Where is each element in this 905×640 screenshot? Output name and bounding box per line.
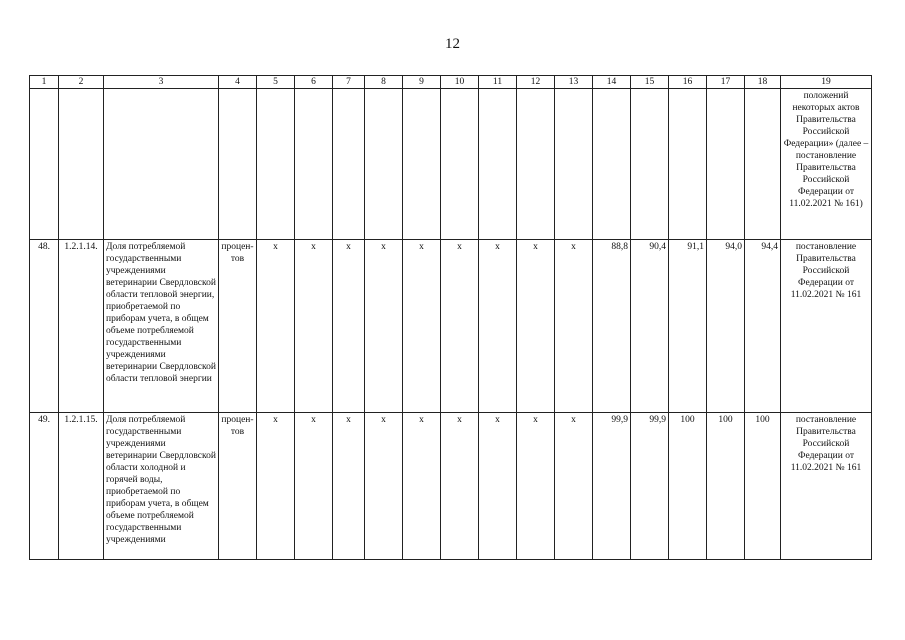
column-header: 8 <box>365 76 403 89</box>
page-number: 12 <box>445 36 460 52</box>
indicator-code: 1.2.1.15. <box>59 413 104 560</box>
x-cell: х <box>257 413 295 560</box>
x-cell: х <box>295 240 333 413</box>
column-header: 9 <box>403 76 441 89</box>
indicator-name: Доля потребляемой государственными учреждениями ветеринарии Свердловской области холодной и горячей воды, приобретаемой по приборам учета, в общем объеме потребляемой государственными учреждениями <box>104 413 219 560</box>
x-cell: х <box>517 240 555 413</box>
indicators-table <box>29 75 872 560</box>
column-header: 18 <box>745 76 781 89</box>
table-cell <box>59 89 104 240</box>
table-cell <box>441 89 479 240</box>
indicator-code: 1.2.1.14. <box>59 240 104 413</box>
indicator-name: Доля потребляемой государственными учреждениями ветеринарии Свердловской области тепловой энергии, приобретаемой по приборам учета, в общем объеме потребляемой государственными учреждениями ветеринарии Свердловской области тепловой энергии <box>104 240 219 413</box>
x-cell: х <box>517 413 555 560</box>
column-header: 2 <box>59 76 104 89</box>
column-header: 13 <box>555 76 593 89</box>
x-cell: х <box>403 413 441 560</box>
x-cell: х <box>333 413 365 560</box>
source-cell: положений некоторых актов Правительства Российской Федерации» (далее – постановление Правительства Российской Федерации от 11.02.2021 № 161) <box>781 89 872 240</box>
table-cell <box>479 89 517 240</box>
table-cell <box>219 89 257 240</box>
table-cell <box>333 89 365 240</box>
column-header: 14 <box>593 76 631 89</box>
column-header: 7 <box>333 76 365 89</box>
source-cell: постановление Правительства Российской Федерации от 11.02.2021 № 161 <box>781 413 872 560</box>
unit-cell: процен-тов <box>219 413 257 560</box>
table-cell <box>295 89 333 240</box>
value-cell: 100 <box>669 413 707 560</box>
x-cell: х <box>479 240 517 413</box>
table-cell <box>403 89 441 240</box>
source-cell: постановление Правительства Российской Федерации от 11.02.2021 № 161 <box>781 240 872 413</box>
table-cell <box>593 89 631 240</box>
column-header: 19 <box>781 76 872 89</box>
value-cell: 88,8 <box>593 240 631 413</box>
column-header: 3 <box>104 76 219 89</box>
table-cell <box>631 89 669 240</box>
table-cell <box>104 89 219 240</box>
table-cell <box>555 89 593 240</box>
value-cell: 100 <box>707 413 745 560</box>
x-cell: х <box>479 413 517 560</box>
value-cell: 94,0 <box>707 240 745 413</box>
value-cell: 90,4 <box>631 240 669 413</box>
x-cell: х <box>441 413 479 560</box>
x-cell: х <box>555 240 593 413</box>
row-number: 48. <box>30 240 59 413</box>
table-cell <box>30 89 59 240</box>
value-cell: 100 <box>745 413 781 560</box>
column-header: 12 <box>517 76 555 89</box>
table-row-continuation <box>30 89 872 240</box>
value-cell: 99,9 <box>631 413 669 560</box>
column-header: 1 <box>30 76 59 89</box>
column-header: 17 <box>707 76 745 89</box>
x-cell: х <box>441 240 479 413</box>
table-cell <box>745 89 781 240</box>
column-header: 15 <box>631 76 669 89</box>
header-row <box>30 76 872 89</box>
value-cell: 91,1 <box>669 240 707 413</box>
column-header: 6 <box>295 76 333 89</box>
x-cell: х <box>295 413 333 560</box>
column-header: 10 <box>441 76 479 89</box>
x-cell: х <box>365 240 403 413</box>
x-cell: х <box>555 413 593 560</box>
value-cell: 94,4 <box>745 240 781 413</box>
row-number: 49. <box>30 413 59 560</box>
x-cell: х <box>403 240 441 413</box>
table-cell <box>365 89 403 240</box>
table-cell <box>707 89 745 240</box>
table-cell <box>517 89 555 240</box>
table-cell <box>669 89 707 240</box>
table-row <box>30 240 872 413</box>
table-row <box>30 413 872 560</box>
column-header: 11 <box>479 76 517 89</box>
column-header: 5 <box>257 76 295 89</box>
column-header: 16 <box>669 76 707 89</box>
column-header: 4 <box>219 76 257 89</box>
x-cell: х <box>257 240 295 413</box>
table-cell <box>257 89 295 240</box>
x-cell: х <box>333 240 365 413</box>
unit-cell: процен-тов <box>219 240 257 413</box>
value-cell: 99,9 <box>593 413 631 560</box>
x-cell: х <box>365 413 403 560</box>
